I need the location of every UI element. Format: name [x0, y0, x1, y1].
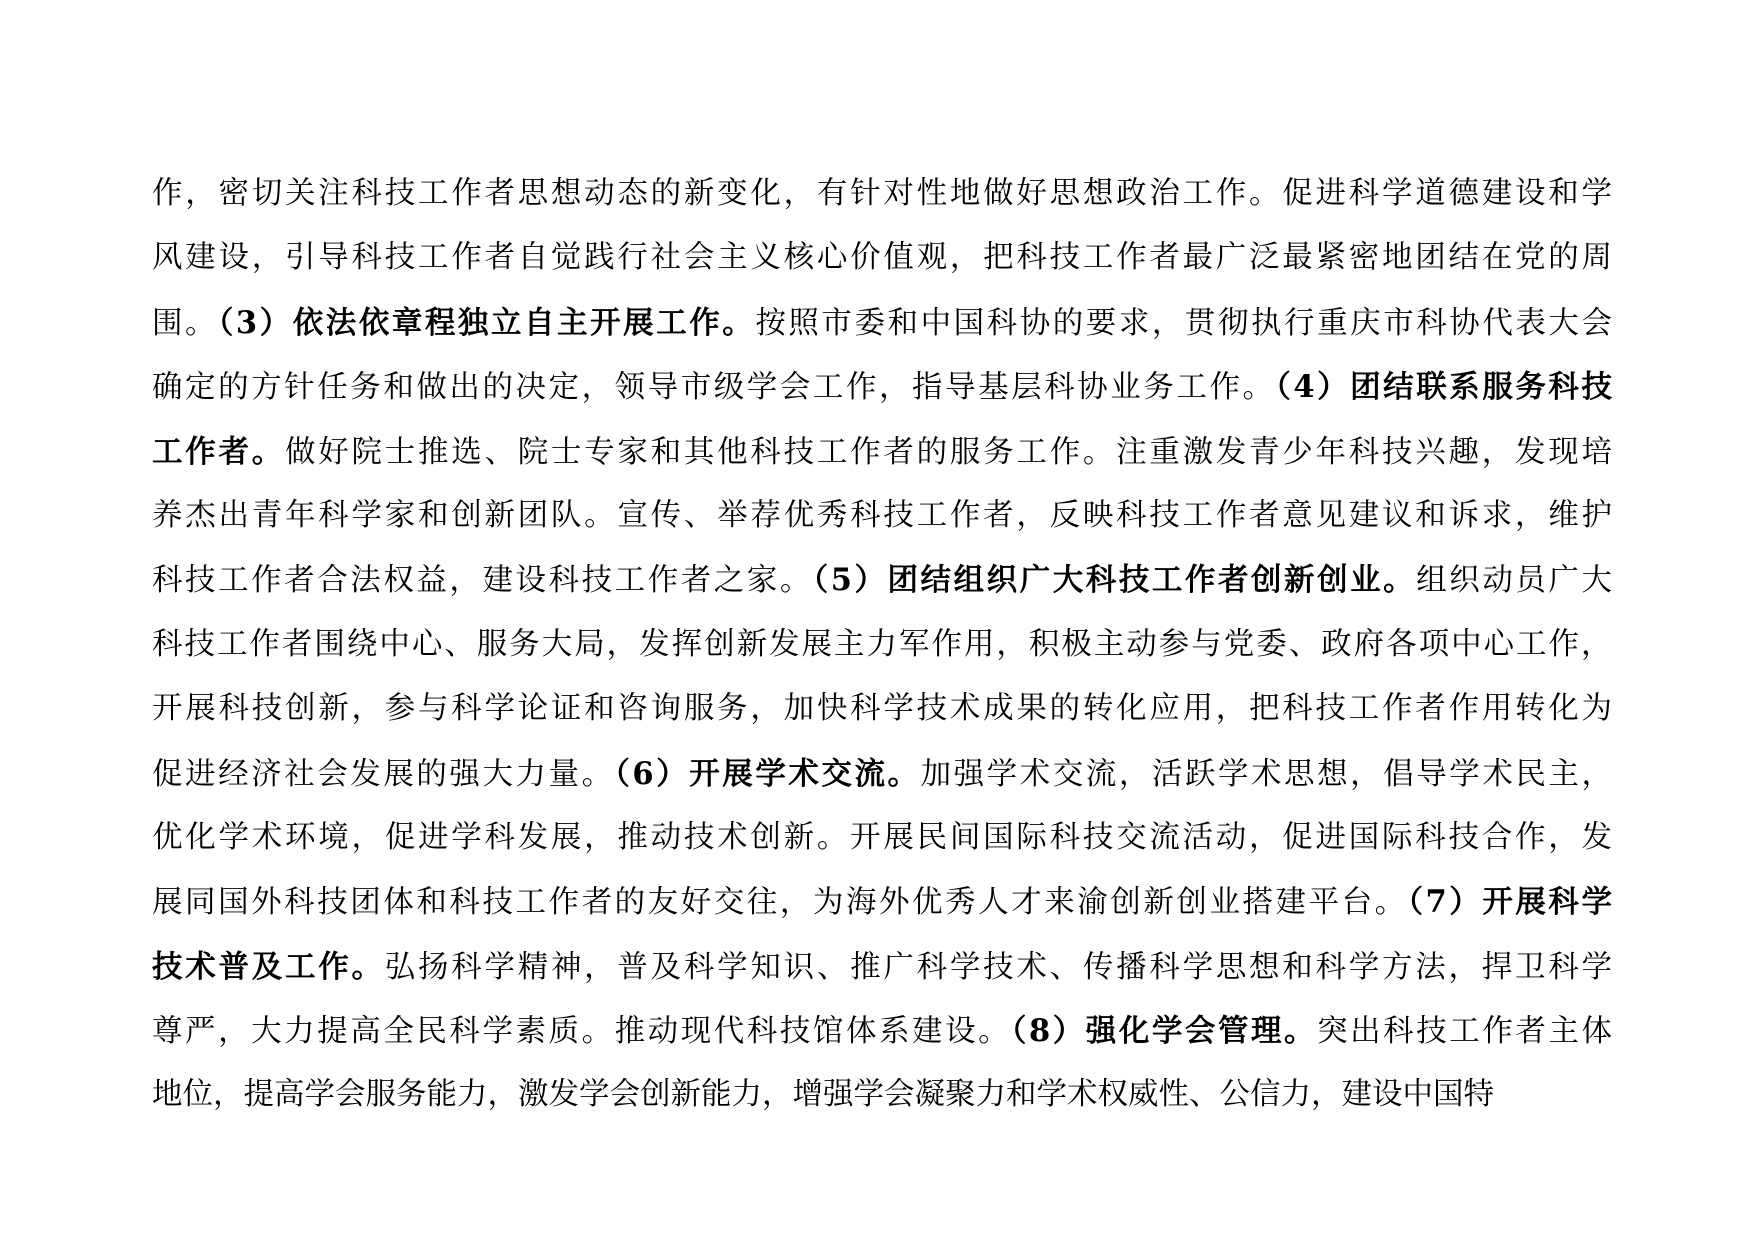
- text-run: 围。: [152, 305, 219, 341]
- text-line: [152, 870, 1615, 934]
- bold-heading-run: （4）团结联系服务科技: [1275, 369, 1615, 406]
- text-line: [152, 291, 1615, 355]
- bold-heading-run: 工作者。: [152, 433, 285, 470]
- text-line: [152, 484, 1615, 548]
- body-text: [152, 162, 1615, 1128]
- text-run: 科技工作者合法权益，建设科技工作者之家。: [152, 563, 813, 599]
- text-run: 按照市委和中国科协的要求，贯彻执行重庆市科协代表大会: [755, 305, 1615, 341]
- text-line: [152, 935, 1615, 999]
- text-run: 弘扬科学精神，普及科学知识、推广科学技术、传播科学思想和科学方法，捍卫科学: [384, 949, 1615, 985]
- bold-heading-run: （6）开展学术交流。: [614, 755, 921, 792]
- bold-heading-run: （3）依法依章程独立自主开展工作。: [218, 304, 756, 341]
- text-run: 做好院士推选、院士专家和其他科技工作者的服务工作。注重激发青少年科技兴趣，发现培: [284, 434, 1615, 470]
- text-run: 促进经济社会发展的强大力量。: [152, 756, 615, 792]
- text-run: 风建设，引导科技工作者自觉践行社会主义核心价值观，把科技工作者最广泛最紧密地团结在党的周: [152, 240, 1615, 276]
- text-line: [152, 162, 1615, 226]
- text-run: 尊严，大力提高全民科学素质。推动现代科技馆体系建设。: [152, 1014, 1012, 1050]
- text-run: 组织动员广大: [1416, 563, 1615, 599]
- bold-heading-run: （8）强化学会管理。: [1011, 1013, 1318, 1050]
- bold-heading-run: （5）团结组织广大科技工作者创新创业。: [812, 562, 1417, 599]
- text-run: 养杰出青年科学家和创新团队。宣传、举荐优秀科技工作者，反映科技工作者意见建议和诉求，维护: [152, 497, 1615, 533]
- text-run: 确定的方针任务和做出的决定，领导市级学会工作，指导基层科协业务工作。: [152, 370, 1276, 406]
- text-line: [152, 677, 1615, 741]
- text-line: [152, 1063, 1612, 1127]
- bold-heading-run: 技术普及工作。: [152, 948, 385, 985]
- text-line: [152, 548, 1615, 612]
- text-line: [152, 806, 1615, 870]
- text-line: [152, 420, 1615, 484]
- text-line: [152, 999, 1615, 1063]
- text-run: 突出科技工作者主体: [1317, 1014, 1615, 1050]
- text-run: 加强学术交流，活跃学术思想，倡导学术民主，: [920, 756, 1615, 792]
- text-line: [152, 613, 1612, 677]
- text-line: [152, 226, 1615, 290]
- text-run: 开展科技创新，参与科学论证和咨询服务，加快科学技术成果的转化应用，把科技工作者作用转化为: [152, 691, 1615, 727]
- text-run: 展同国外科技团体和科技工作者的友好交往，为海外优秀人才来渝创新创业搭建平台。: [152, 885, 1408, 921]
- text-run: 科技工作者围绕中心、服务大局，发挥创新发展主力军作用，积极主动参与党委、政府各项中心工作，: [152, 626, 1614, 662]
- bold-heading-run: （7）开展科学: [1407, 884, 1615, 921]
- text-line: [152, 742, 1615, 806]
- text-run: 地位，提高学会服务能力，激发学会创新能力，增强学会凝聚力和学术权威性、公信力，建设中国特: [152, 1077, 1494, 1113]
- text-run: 优化学术环境，促进学科发展，推动技术创新。开展民间国际科技交流活动，促进国际科技合作，发: [152, 819, 1615, 855]
- text-line: [152, 355, 1615, 419]
- text-run: 作，密切关注科技工作者思想动态的新变化，有针对性地做好思想政治工作。促进科学道德建设和学: [152, 176, 1615, 211]
